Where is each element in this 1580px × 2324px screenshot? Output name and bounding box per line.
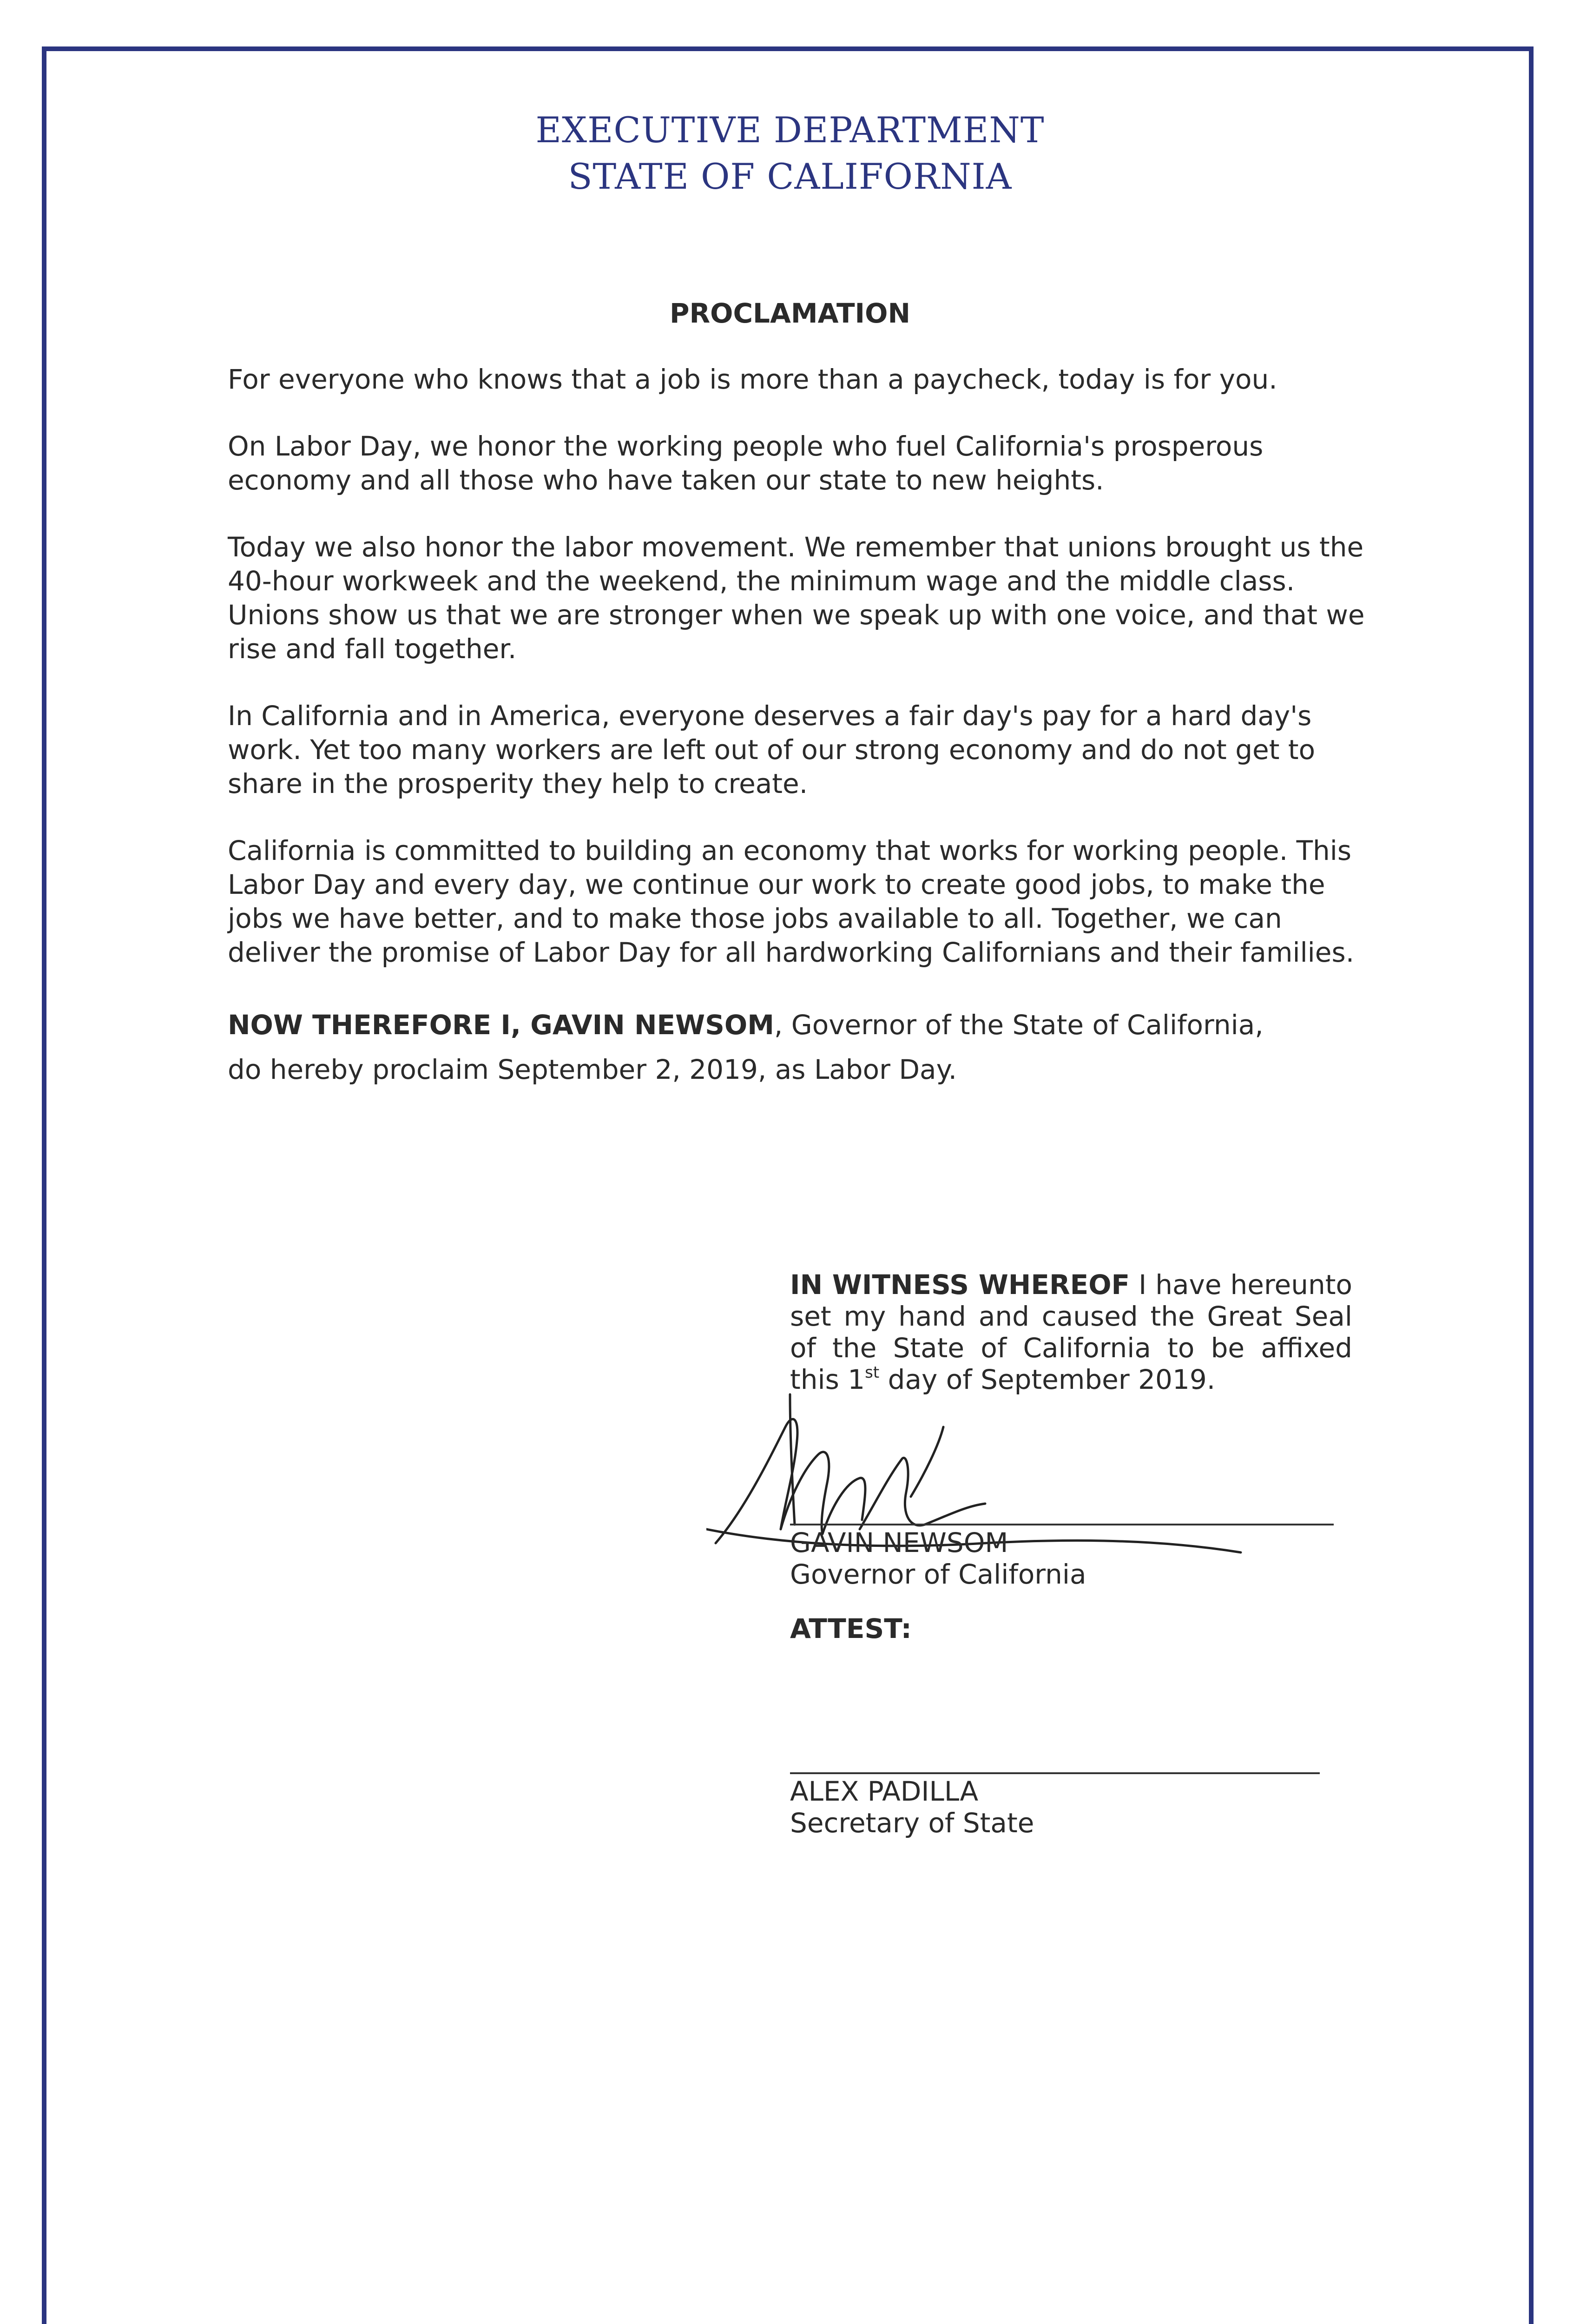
witness-lead: IN WITNESS WHEREOF xyxy=(790,1269,1130,1301)
document-title: PROCLAMATION xyxy=(670,297,910,329)
header-line-2: STATE OF CALIFORNIA xyxy=(568,156,1012,197)
paragraph-2: On Labor Day, we honor the working people who fuel California's prosperous economy and all those who have taken our state to new heights. xyxy=(228,430,1264,496)
paragraph-4: In California and in America, everyone deserves a fair day's pay for a hard day's work. Yet too many workers are left out of our strong economy and do not get to share in the prosperity they help to create. xyxy=(228,700,1316,799)
header-line-1: EXECUTIVE DEPARTMENT xyxy=(535,109,1045,151)
proclamation-line1-rest: , Governor of the State of California, xyxy=(774,1009,1264,1041)
governor-name: GAVIN NEWSOM xyxy=(790,1527,1008,1558)
proclamation-lead: NOW THEREFORE I, GAVIN NEWSOM xyxy=(228,1009,774,1041)
witness-day-suffix: st xyxy=(865,1363,880,1382)
secretary-block xyxy=(790,1776,1034,1839)
document-header xyxy=(0,107,1580,200)
secretary-title: Secretary of State xyxy=(790,1807,1034,1839)
secretary-name: ALEX PADILLA xyxy=(790,1776,979,1807)
proclamation-body xyxy=(228,363,1366,1125)
witness-text-after-day: day of September 2019. xyxy=(879,1364,1216,1395)
governor-title: Governor of California xyxy=(790,1558,1086,1590)
proclamation-line2: do hereby proclaim September 2, 2019, as Labor Day. xyxy=(228,1054,957,1085)
attest-label: ATTEST: xyxy=(790,1613,912,1644)
witness-clause xyxy=(790,1269,1352,1395)
witness-text-before-day: I have hereunto set my hand and caused the Great Seal of the State of California to be affixed this 1 xyxy=(790,1269,1352,1395)
proclamation-statement xyxy=(228,1003,1366,1092)
governor-block xyxy=(790,1527,1086,1590)
paragraph-1: For everyone who knows that a job is more than a paycheck, today is for you. xyxy=(228,363,1277,395)
paragraph-3: Today we also honor the labor movement. We remember that unions brought us the 40-hour workweek and the weekend, the minimum wage and the middle class. Unions show us that we are stronger when we speak up with one voice, and that we rise and fall together. xyxy=(228,531,1365,665)
governor-signature-line xyxy=(790,1524,1334,1525)
secretary-signature-line xyxy=(790,1772,1320,1774)
paragraph-5: California is committed to building an economy that works for working people. This Labor Day and every day, we continue our work to create good jobs, to make the jobs we have better, and to make those jobs available to all. Together, we can deliver the promise of Labor Day for all hardworking Californians and their families. xyxy=(228,835,1355,968)
